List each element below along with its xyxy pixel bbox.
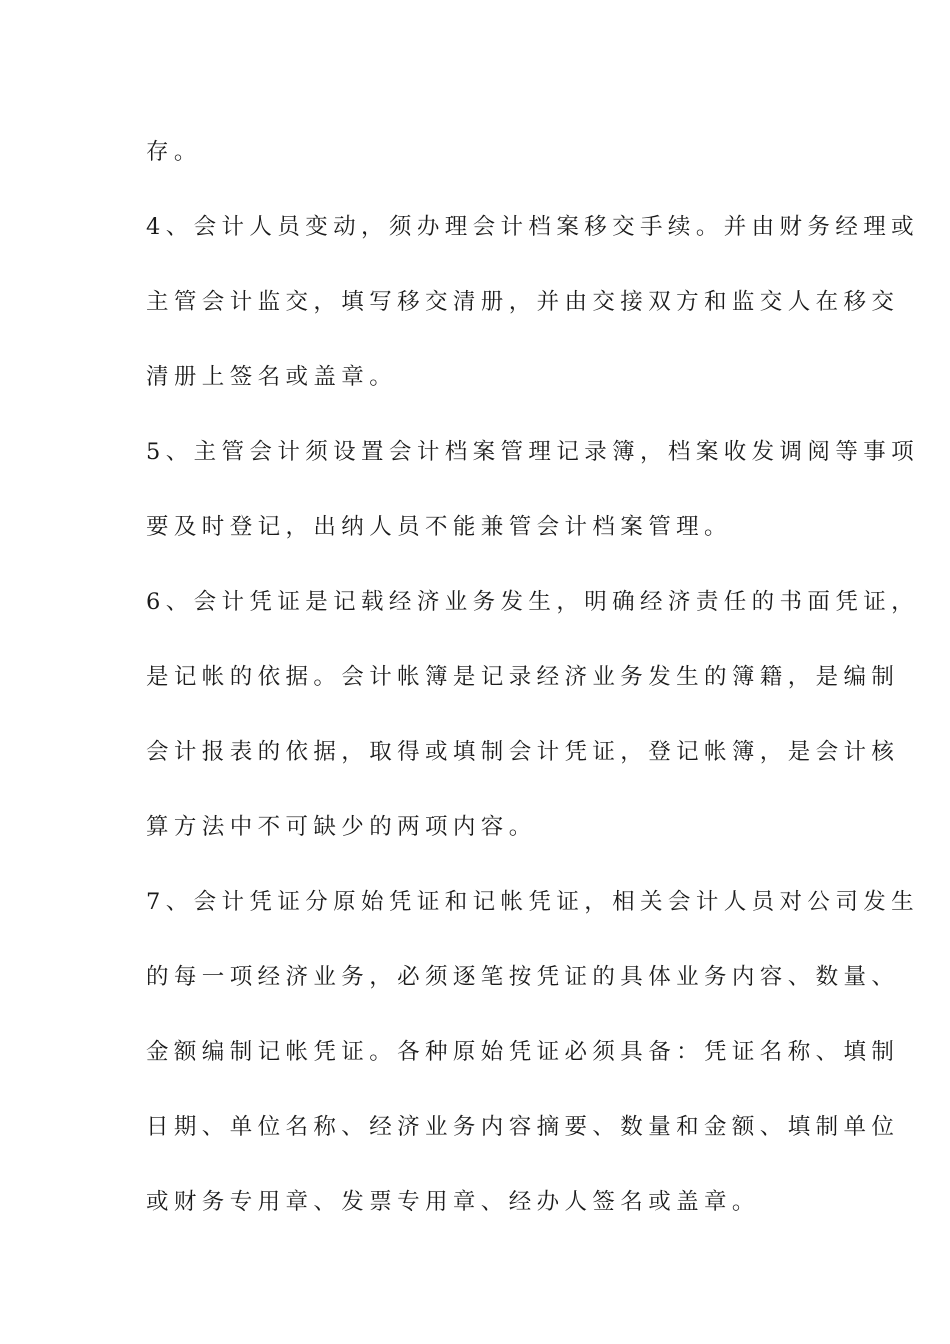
text-line: 会计报表的依据，取得或填制会计凭证，登记帐簿，是会计核 <box>146 739 900 765</box>
text-line-continuation: 存。 <box>146 139 202 165</box>
text-line: 或财务专用章、发票专用章、经办人签名或盖章。 <box>146 1189 760 1215</box>
text-line: 是记帐的依据。会计帐簿是记录经济业务发生的簿籍，是编制 <box>146 664 900 690</box>
text-line-item-7-start: 7、会计凭证分原始凭证和记帐凭证，相关会计人员对公司发生 <box>146 889 920 915</box>
text-line-item-4-start: 4、会计人员变动，须办理会计档案移交手续。并由财务经理或 <box>146 214 920 240</box>
text-line: 清册上签名或盖章。 <box>146 364 398 390</box>
text-line-item-6-start: 6、会计凭证是记载经济业务发生，明确经济责任的书面凭证， <box>146 589 920 615</box>
text-line: 主管会计监交，填写移交清册，并由交接双方和监交人在移交 <box>146 289 900 315</box>
text-line: 要及时登记，出纳人员不能兼管会计档案管理。 <box>146 514 732 540</box>
text-line: 金额编制记帐凭证。各种原始凭证必须具备：凭证名称、填制 <box>146 1039 900 1065</box>
text-line-item-5-start: 5、主管会计须设置会计档案管理记录簿，档案收发调阅等事项 <box>146 439 920 465</box>
text-line: 的每一项经济业务，必须逐笔按凭证的具体业务内容、数量、 <box>146 964 900 990</box>
text-line: 算方法中不可缺少的两项内容。 <box>146 814 537 840</box>
text-line: 日期、单位名称、经济业务内容摘要、数量和金额、填制单位 <box>146 1114 900 1140</box>
